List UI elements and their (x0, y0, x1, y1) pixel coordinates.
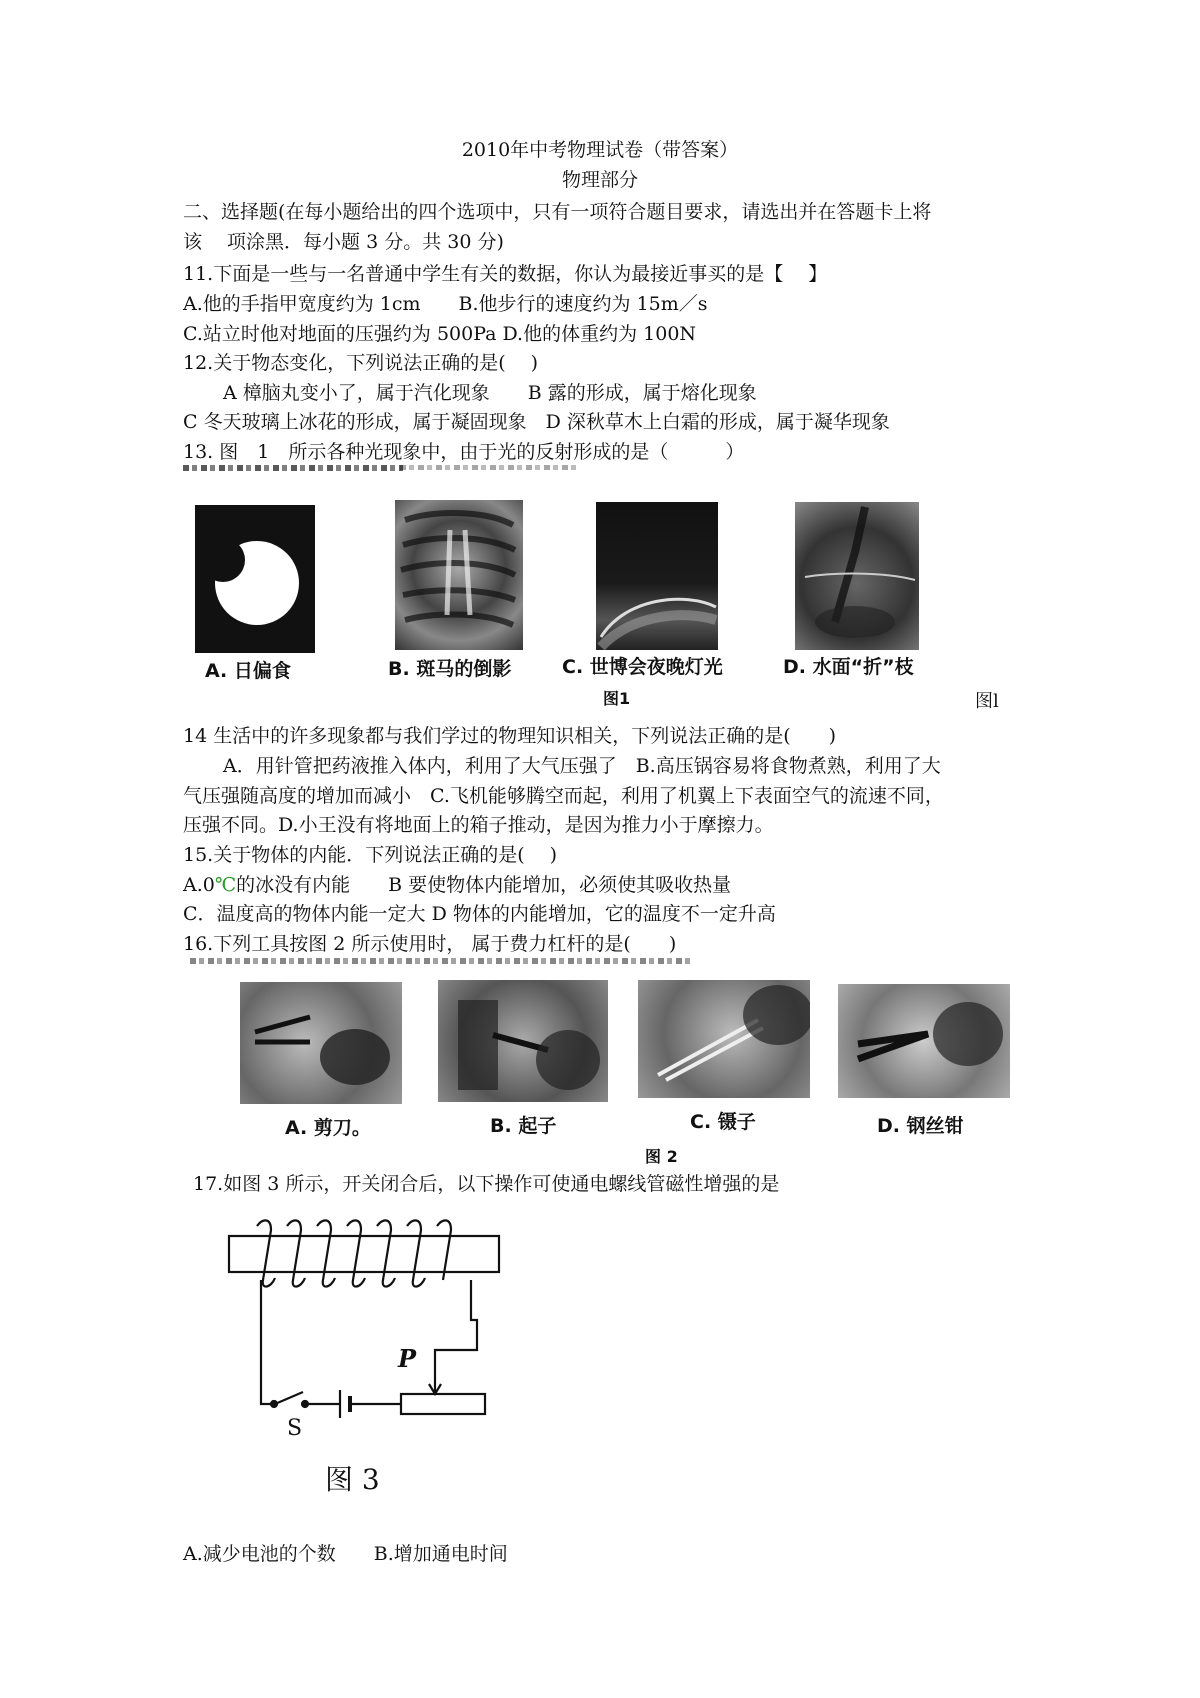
fig1-caption-c: C. 世博会夜晚灯光 (562, 656, 723, 678)
q17-options-ab: A.减少电池的个数 B.增加通电时间 (183, 1543, 508, 1565)
q14-line3: 气压强随高度的增加而减小 C.飞机能够腾空而起，利用了机翼上下表面空气的流速不同， (183, 785, 944, 807)
slider-label-p: P (398, 1344, 417, 1373)
q15-options-cd: C．温度高的物体内能一定大 D 物体的内能增加，它的温度不一定升高 (183, 903, 776, 925)
q14-stem: 14 生活中的许多现象都与我们学过的物理知识相关，下列说法正确的是( ) (183, 725, 837, 747)
q11-options-ab: A.他的手指甲宽度约为 1cm B.他步行的速度约为 15m／s (183, 293, 708, 315)
fig2-caption-a: A. 剪刀。 (285, 1117, 371, 1139)
q12-options-cd: C 冬天玻璃上冰花的形成，属于凝固现象 D 深秋草木上白霜的形成，属于凝华现象 (183, 411, 890, 433)
photo-bottle-opener (438, 980, 608, 1102)
fig2-caption-b: B. 起子 (490, 1115, 557, 1137)
q12-stem: 12.关于物态变化，下列说法正确的是( ) (183, 352, 539, 374)
fig1-caption-b: B. 斑马的倒影 (388, 658, 512, 680)
photo-scissors (240, 982, 402, 1104)
fig1-label-right: 图l (975, 691, 999, 712)
photo-zebra-reflection (395, 500, 523, 650)
wire-left (261, 1280, 273, 1404)
fig2-label: 图 2 (645, 1147, 678, 1166)
photo-partial-eclipse (195, 505, 315, 653)
scan-artifact (183, 465, 403, 471)
page-title: 2010年中考物理试卷（带答案） (461, 139, 739, 161)
section-heading-line2: 该 项涂黑．每小题 3 分。共 30 分) (183, 231, 504, 253)
celsius-unit: ℃ (214, 874, 237, 896)
wire-right (435, 1280, 477, 1394)
photo-tweezers (638, 980, 810, 1098)
switch-label-s: S (287, 1416, 303, 1441)
q15-opt-a-pre: A.0 (183, 874, 215, 896)
page-subtitle: 物理部分 (561, 169, 638, 191)
scan-artifact (190, 958, 690, 964)
switch-blade (275, 1392, 303, 1404)
fig3-solenoid-circuit (225, 1218, 515, 1438)
fig2-caption-d: D. 钢丝钳 (877, 1115, 964, 1137)
scan-artifact (400, 465, 580, 470)
fig2-caption-c: C. 镊子 (690, 1111, 756, 1133)
photo-wire-pliers (838, 984, 1010, 1098)
section-heading-line1: 二、选择题(在每小题给出的四个选项中，只有一项符合题目要求，请选出并在答题卡上将 (183, 201, 932, 223)
q14-line2: A．用针管把药液推入体内，利用了大气压强了 B.高压锅容易将食物煮熟，利用了大 (223, 755, 941, 777)
q12-options-ab: A 樟脑丸变小了，属于汽化现象 B 露的形成，属于熔化现象 (223, 382, 757, 404)
fig1-caption-d: D. 水面“折”枝 (783, 656, 914, 678)
q16-stem: 16.下列工具按图 2 所示使用时， 属于费力杠杆的是( ) (183, 933, 677, 955)
rheostat (401, 1394, 485, 1414)
q15-opt-a-post: 的冰没有内能 B 要使物体内能增加，必须使其吸收热量 (236, 874, 732, 896)
q15-option-ab (183, 873, 731, 897)
q14-line4: 压强不同。D.小王没有将地面上的箱子推动，是因为推力小于摩擦力。 (183, 814, 774, 836)
q11-options-cd: C.站立时他对地面的压强约为 500Pa D.他的体重约为 100N (183, 323, 697, 345)
q13-stem: 13. 图 1 所示各种光现象中，由于光的反射形成的是（ ） (183, 441, 745, 463)
q17-stem: 17.如图 3 所示，开关闭合后，以下操作可使通电螺线管磁性增强的是 (193, 1173, 780, 1195)
solenoid-coil (257, 1220, 451, 1286)
q11-stem: 11.下面是一些与一名普通中学生有关的数据，你认为最接近事买的是【 】 (183, 263, 828, 285)
photo-expo-night-light (596, 502, 718, 650)
fig1-caption-a: A. 日偏食 (205, 660, 291, 682)
photo-water-bent-branch (795, 502, 919, 650)
fig1-label: 图1 (603, 689, 631, 708)
q15-stem: 15.关于物体的内能．下列说法正确的是( ) (183, 844, 558, 866)
fig3-label: 图 3 (325, 1463, 380, 1496)
